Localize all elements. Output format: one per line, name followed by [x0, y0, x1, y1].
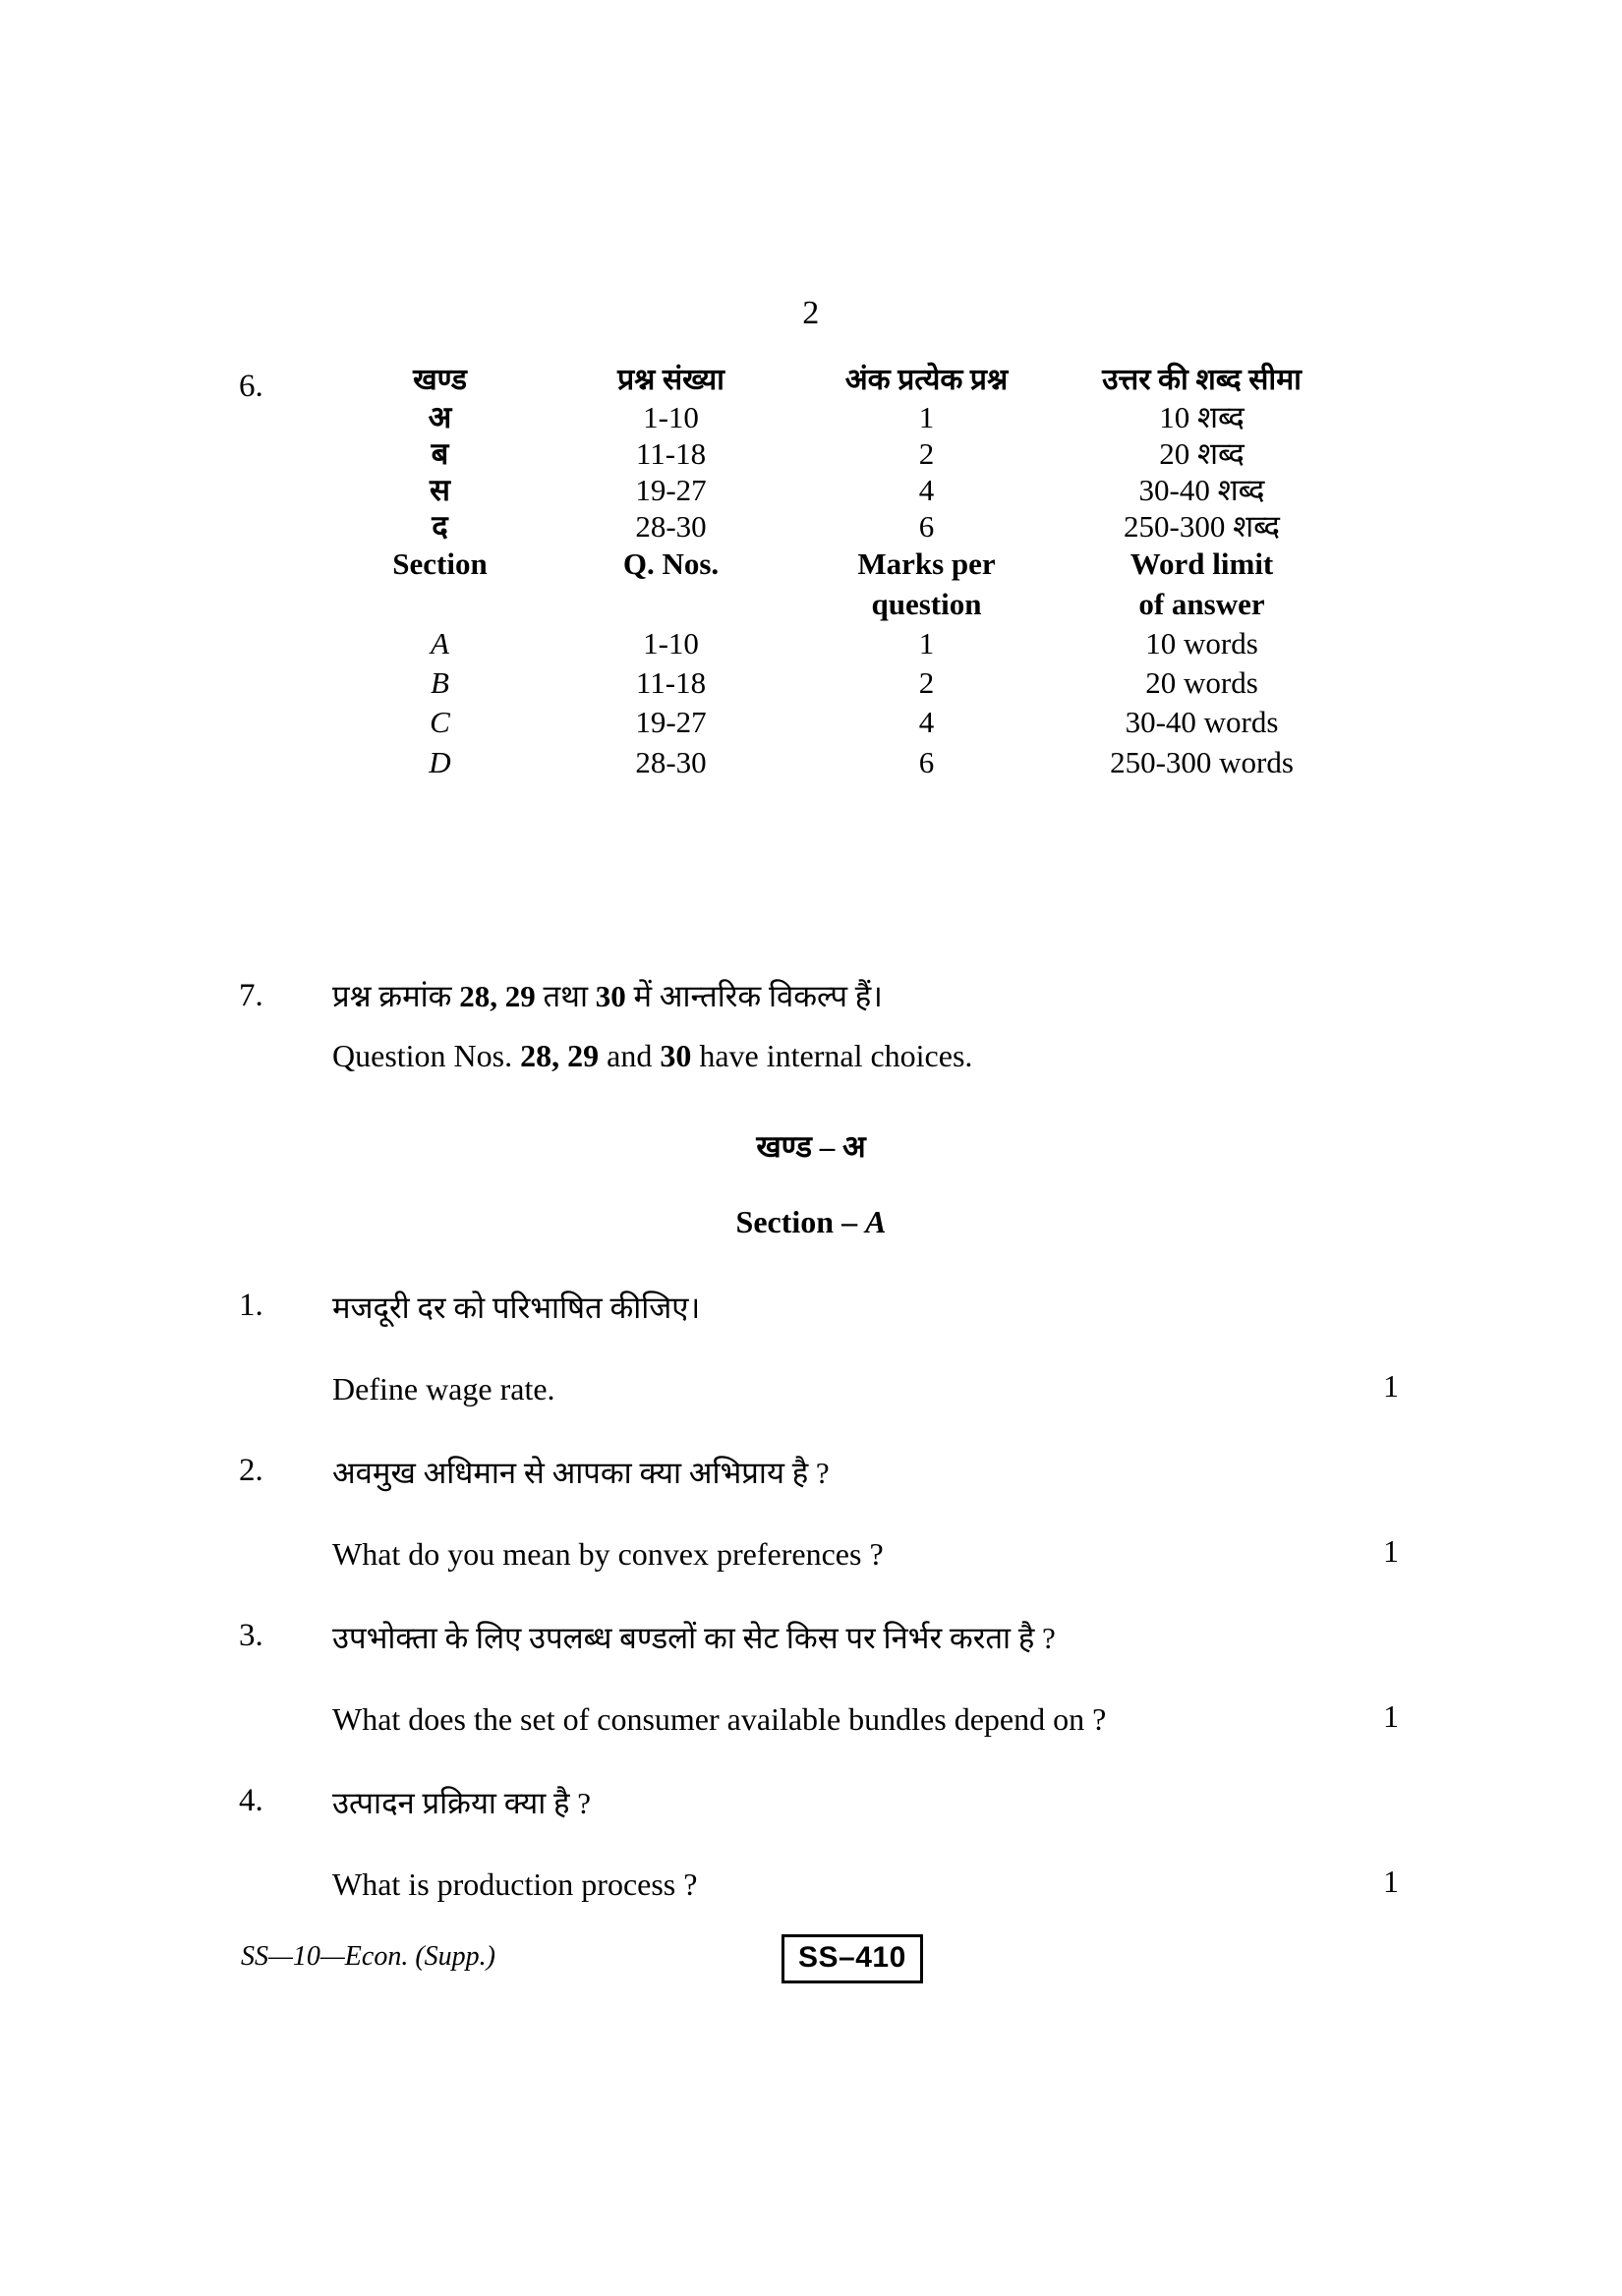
cell-marks: 4 [918, 472, 935, 507]
section-heading-prefix: Section – [735, 1204, 866, 1239]
instr7-hi-bold1: 28, 29 [459, 979, 536, 1013]
cell-qnos: 28-30 [635, 509, 707, 545]
table-row [334, 624, 1347, 663]
table-row [334, 508, 1347, 545]
section-heading-hindi: खण्ड – अ [756, 1129, 866, 1164]
cell-marks: 1 [918, 399, 935, 434]
table-header-row [334, 545, 1347, 624]
table-header-row [334, 362, 1347, 399]
cell-wordlimit: 10 words [1145, 625, 1258, 660]
header-wordlimit-en [1057, 545, 1347, 624]
instr7-hi-suffix: में आन्तरिक विकल्प हैं। [625, 979, 883, 1013]
instruction-7-number: 7. [239, 978, 263, 1013]
question-text-hindi: अवमुख अधिमान से आपका क्या अभिप्राय है ? [332, 1456, 830, 1490]
header-section-hi: खण्ड [413, 364, 467, 396]
cell-wordlimit: 10 शब्द [1159, 399, 1245, 434]
instruction-7-hindi [332, 976, 883, 1017]
question-marks: 1 [1383, 1864, 1399, 1899]
question-text-english: What is production process ? [332, 1866, 698, 1902]
cell-qnos: 19-27 [635, 472, 707, 507]
table-english [334, 545, 1347, 782]
header-line-2: question [871, 586, 982, 621]
header-line-1: Word limit [1130, 546, 1274, 582]
question-number: 4. [239, 1783, 263, 1818]
cell-qnos: 28-30 [635, 744, 707, 779]
header-marks-en [796, 545, 1057, 624]
cell-section: स [430, 472, 450, 507]
cell-qnos: 11-18 [635, 435, 707, 471]
table-hindi [334, 362, 1347, 545]
question-number: 2. [239, 1453, 263, 1488]
cell-section: ब [431, 435, 449, 471]
table-row [334, 435, 1347, 472]
question-marks: 1 [1383, 1698, 1399, 1734]
cell-marks: 1 [918, 625, 935, 660]
table-row [334, 663, 1347, 703]
cell-qnos: 1-10 [643, 399, 699, 434]
header-marks-hi: अंक प्रत्येक प्रश्न [844, 364, 1009, 396]
question-number: 3. [239, 1618, 263, 1653]
instr7-hi-bold2: 30 [595, 979, 626, 1013]
header-line-2: of answer [1138, 586, 1265, 621]
question-text-english: Define wage rate. [332, 1371, 555, 1406]
cell-qnos: 11-18 [635, 665, 707, 701]
cell-section: द [432, 509, 448, 545]
question-text-hindi: मजदूरी दर को परिभाषित कीजिए। [332, 1291, 701, 1325]
cell-qnos: 19-27 [635, 705, 707, 740]
cell-section: अ [428, 399, 452, 434]
cell-section: A [431, 625, 449, 660]
cell-wordlimit: 250-300 words [1110, 744, 1294, 779]
cell-marks: 6 [918, 744, 935, 779]
cell-section: B [431, 665, 449, 701]
cell-marks: 6 [918, 509, 935, 545]
question-marks: 1 [1383, 1368, 1399, 1404]
question-text-english: What do you mean by convex preferences ? [332, 1536, 884, 1572]
section-heading-english [0, 1204, 1622, 1240]
cell-section: C [430, 705, 450, 740]
table-row [334, 472, 1347, 508]
cell-wordlimit: 30-40 शब्द [1138, 472, 1265, 507]
header-wordlimit-hi: उत्तर की शब्द सीमा [1102, 364, 1302, 396]
cell-marks: 2 [918, 665, 935, 701]
instr7-en-bold2: 30 [660, 1038, 692, 1073]
instruction-7-english [332, 1035, 972, 1077]
instr7-en-bold1: 28, 29 [520, 1038, 600, 1073]
instr7-en-suffix: have internal choices. [691, 1038, 973, 1073]
cell-wordlimit: 30-40 words [1125, 705, 1279, 740]
table-row [334, 743, 1347, 782]
question-pattern-tables [334, 362, 1347, 782]
header-line-1: Section [392, 546, 488, 582]
footer-paper-label: SS—10—Econ. (Supp.) [241, 1941, 495, 1972]
cell-wordlimit: 250-300 शब्द [1124, 509, 1280, 545]
instr7-hi-mid: तथा [535, 979, 596, 1013]
table-row [334, 399, 1347, 435]
cell-wordlimit: 20 शब्द [1159, 435, 1245, 471]
cell-marks: 2 [918, 435, 935, 471]
footer-paper-code: SS–410 [782, 1934, 923, 1983]
question-number: 1. [239, 1288, 263, 1323]
instr7-en-prefix: Question Nos. [332, 1038, 521, 1073]
question-text-english: What does the set of consumer available bundles depend on ? [332, 1701, 1107, 1737]
page-number: 2 [802, 295, 820, 331]
instr7-en-mid: and [599, 1038, 661, 1073]
header-qnos-hi: प्रश्न संख्या [617, 364, 724, 396]
header-section-en [334, 545, 546, 624]
cell-marks: 4 [918, 705, 935, 740]
section-heading-letter: A [865, 1204, 887, 1239]
question-marks: 1 [1383, 1533, 1399, 1569]
table-row [334, 703, 1347, 742]
instr7-hi-prefix: प्रश्न क्रमांक [332, 979, 460, 1013]
question-text-hindi: उपभोक्ता के लिए उपलब्ध बण्डलों का सेट किस पर निर्भर करता है ? [332, 1621, 1056, 1655]
instruction-6-number: 6. [239, 369, 263, 404]
cell-wordlimit: 20 words [1145, 665, 1258, 701]
cell-qnos: 1-10 [643, 625, 699, 660]
question-text-hindi: उत्पादन प्रक्रिया क्या है ? [332, 1786, 592, 1820]
header-qnos-en [546, 545, 796, 624]
header-line-1: Q. Nos. [622, 546, 720, 582]
header-line-1: Marks per [857, 546, 996, 582]
cell-section: D [429, 744, 451, 779]
